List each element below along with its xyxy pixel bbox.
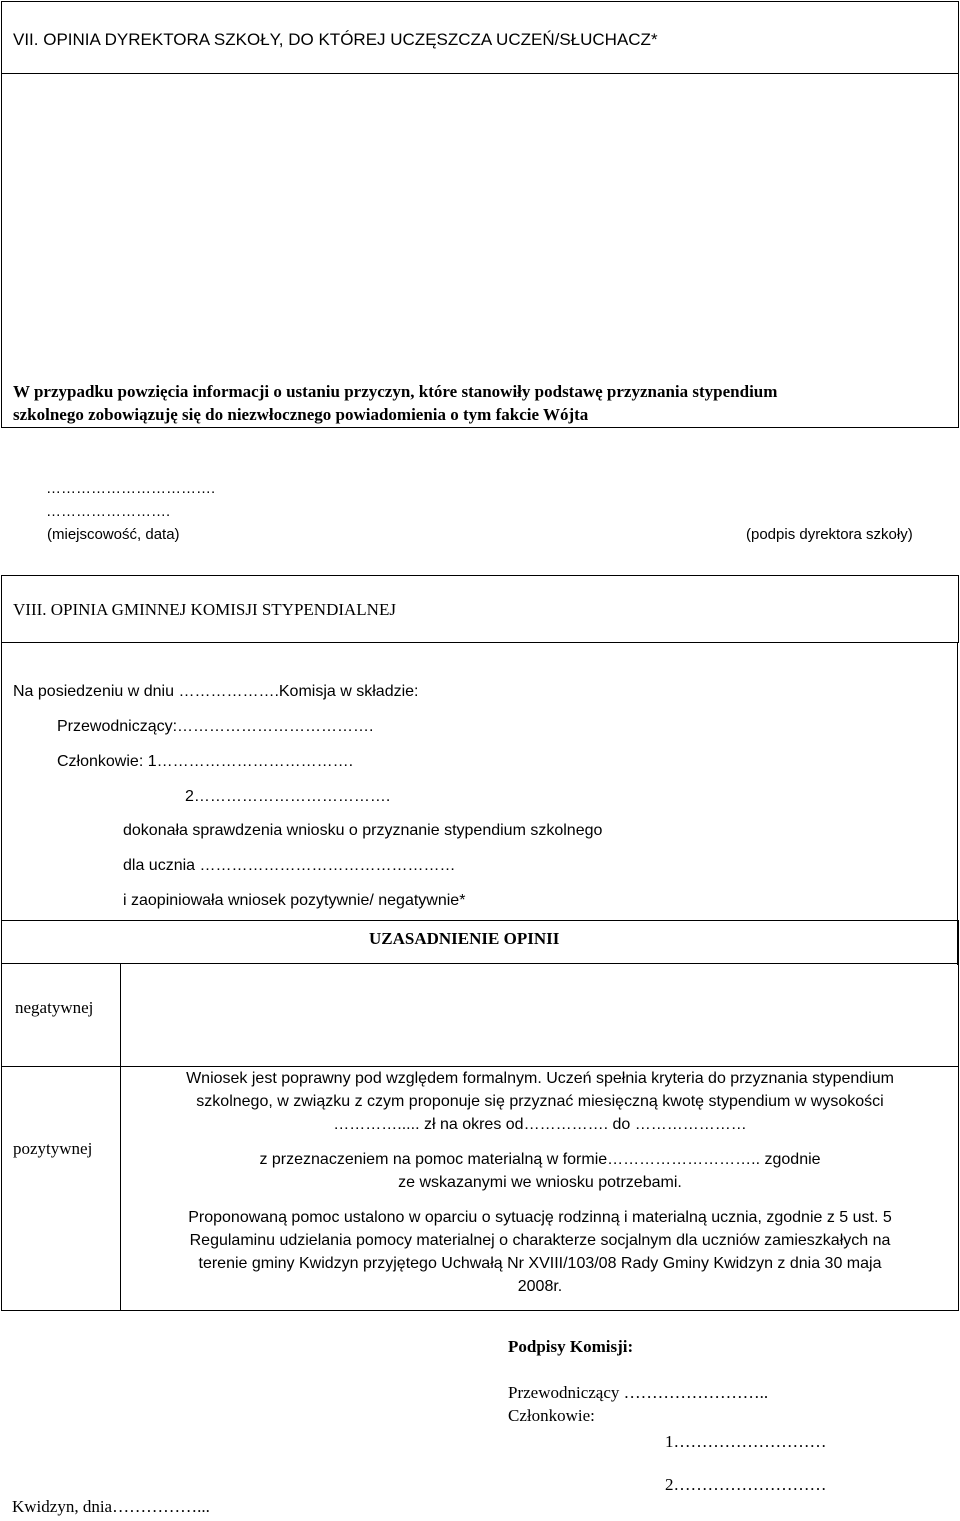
regulation-line-1: Proponowaną pomoc ustalono w oparciu o sytuację rodzinną i materialną ucznia, zgodnie z 5 ust. 5 <box>188 1209 892 1226</box>
place-date-label: (miejscowość, data) <box>47 526 180 543</box>
obligation-line-2: szkolnego zobowiązuję się do niezwłocznego powiadomienia o tym fakcie Wójta <box>13 405 589 424</box>
positive-text-line-5: ze wskazanymi we wniosku potrzebami. <box>398 1174 682 1191</box>
positive-text-line-4: z przeznaczeniem na pomoc materialną w formie……………………….. zgodnie <box>259 1151 821 1168</box>
signatures-member-1-line: 1……………………… <box>665 1432 827 1451</box>
section-8-body-left-border <box>1 643 2 965</box>
regulation-line-4: 2008r. <box>517 1278 563 1295</box>
student-line: dla ucznia ………………………………………… <box>123 857 456 874</box>
positive-text-line-1: Wniosek jest poprawny pod względem formalnym. Uczeń spełnia kryteria do przyznania stypendium <box>186 1070 894 1087</box>
committee-members-line: Członkowie: 1………………………………. <box>57 753 354 770</box>
positive-text-line-2: szkolnego, w związku z czym proponuje się przyznać miesięczną kwotę stypendium w wysokości <box>196 1093 884 1110</box>
justification-header: UZASADNIENIE OPINII <box>369 929 560 948</box>
signatures-chair-line: Przewodniczący …………………….. <box>508 1383 769 1402</box>
section-8-title: VIII. OPINIA GMINNEJ KOMISJI STYPENDIALNEJ <box>13 600 396 619</box>
place-date-dots-line-1: ……………………………. <box>46 480 216 497</box>
kwidzyn-date-line: Kwidzyn, dnia……………... <box>12 1497 210 1516</box>
place-date-dots-line-2: ……………………. <box>46 503 171 520</box>
signatures-members-label: Członkowie: <box>508 1406 595 1425</box>
opinion-result-line: i zaopiniowała wniosek pozytywnie/ negatywnie* <box>123 892 466 909</box>
justification-column-divider <box>120 963 121 1311</box>
committee-signatures-title: Podpisy Komisji: <box>508 1337 634 1356</box>
signatures-member-2-line: 2……………………… <box>665 1475 827 1494</box>
justification-row-divider <box>1 1066 959 1067</box>
verification-line: dokonała sprawdzenia wniosku o przyznanie stypendium szkolnego <box>123 822 603 839</box>
positive-opinion-label: pozytywnej <box>13 1139 93 1158</box>
section-8-body-right-border <box>957 643 958 965</box>
positive-text-line-3: …………..... zł na okres od……………. do ………………… <box>333 1116 747 1133</box>
regulation-line-3: terenie gminy Kwidzyn przyjętego Uchwałą Nr XVIII/103/08 Rady Gminy Kwidzyn z dnia 30 maja <box>198 1255 882 1272</box>
meeting-date-line: Na posiedzeniu w dniu ……………….Komisja w składzie: <box>13 683 419 700</box>
section-7-title: VII. OPINIA DYREKTORA SZKOŁY, DO KTÓREJ UCZĘSZCZA UCZEŃ/SŁUCHACZ* <box>13 30 658 49</box>
committee-chair-line: Przewodniczący:………………………………. <box>57 718 374 735</box>
section-7-title-divider <box>1 73 959 74</box>
negative-opinion-label: negatywnej <box>15 998 94 1017</box>
regulation-line-2: Regulaminu udzielania pomocy materialnej o charakterze socjalnym dla uczniów zamieszkałych na <box>189 1232 891 1249</box>
section-7-box <box>1 1 959 428</box>
committee-member-2-line: 2………………………………. <box>185 788 391 805</box>
obligation-line-1: W przypadku powzięcia informacji o ustaniu przyczyn, które stanowiły podstawę przyznania stypendium <box>13 382 778 401</box>
director-signature-label: (podpis dyrektora szkoły) <box>746 526 913 543</box>
